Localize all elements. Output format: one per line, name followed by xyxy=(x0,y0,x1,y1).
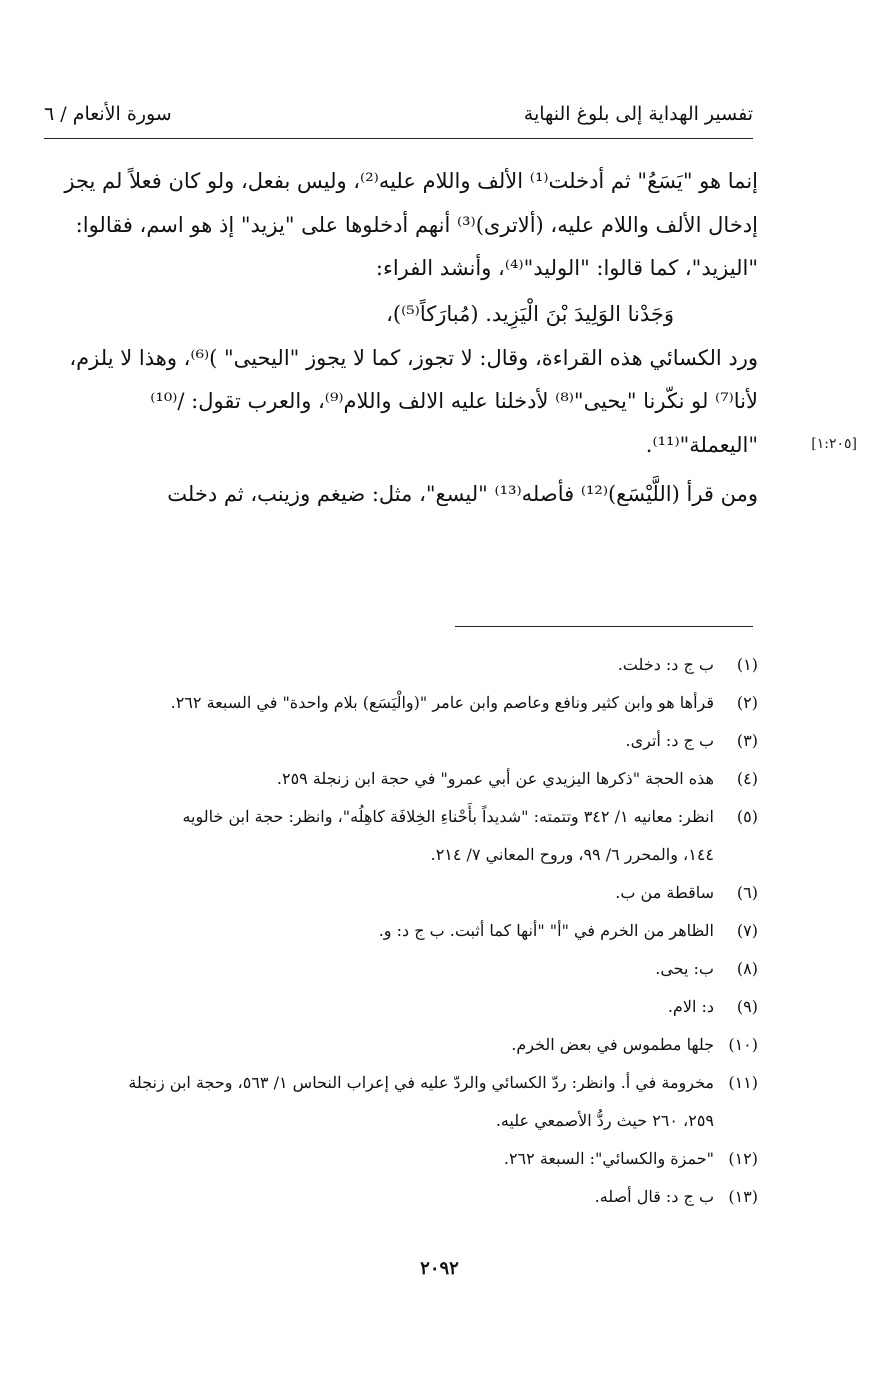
footnote-text: انظر: معانيه ١/ ٣٤٢ وتتمته: "شديداً بأَحْناءِ الخِلافَة كاهِلُه"، وانظر: حجة ابن خالويه xyxy=(182,807,714,826)
footnote-text: ب: يحى. xyxy=(655,959,714,978)
verse-line: وَجَدْنا الوَلِيدَ بْنَ الْيَزِيد. (مُبارَكاً⁽⁵⁾)، xyxy=(386,301,674,326)
footnote-number: (٥) xyxy=(736,807,758,826)
text-line: لأنا⁽⁷⁾ لو نكّرنا "يحيى"⁽⁸⁾ لأدخلنا عليه الالف واللام⁽⁹⁾، والعرب تقول: /⁽¹⁰⁾ xyxy=(150,389,758,413)
footnote-number: (٣) xyxy=(736,731,758,750)
footnote-number: (١٣) xyxy=(728,1187,758,1206)
manuscript-folio-marker: [١:٢٠٥] xyxy=(811,436,857,452)
footnote xyxy=(44,684,758,722)
footnote-text: د: الام. xyxy=(667,997,714,1016)
main-text xyxy=(44,160,758,517)
header-divider xyxy=(44,138,753,139)
footnote xyxy=(44,874,758,912)
book-title: تفسير الهداية إلى بلوغ النهاية xyxy=(523,103,753,125)
page-number: ٢٠٩٢ xyxy=(420,1258,459,1279)
footnote-text: قرأها هو وابن كثير ونافع وعاصم وابن عامر "(والْيَسَع) بلام واحدة" في السبعة ٢٦٢. xyxy=(170,693,714,712)
footnote-text: الظاهر من الخرم في "أ" "أنها كما أثبت. ب ج د: و. xyxy=(378,921,714,940)
footnote xyxy=(44,798,758,874)
footnote xyxy=(44,1064,758,1140)
text-line: ورد الكسائي هذه القراءة، وقال: لا تجوز، كما لا يجوز "اليحيى" )⁽⁶⁾، وهذا لا يلزم، xyxy=(69,345,758,370)
footnote-text: ب ج د: دخلت. xyxy=(617,655,714,674)
footnote-text: هذه الحجة "ذكرها اليزيدي عن أبي عمرو" في حجة ابن زنجلة ٢٥٩. xyxy=(276,769,714,788)
footnote xyxy=(44,760,758,798)
footnote xyxy=(44,912,758,950)
text-line: ومن قرأ (اللَّيْسَع)⁽¹²⁾ فأصله⁽¹³⁾ "ليسع"، مثل: ضيغم وزينب، ثم دخلت xyxy=(167,482,758,506)
footnote xyxy=(44,1140,758,1178)
footnote-number: (٢) xyxy=(736,693,758,712)
footnote-divider xyxy=(455,626,753,627)
footnote-text: ١٤٤، والمحرر ٦/ ٩٩، وروح المعاني ٧/ ٢١٤. xyxy=(430,845,714,864)
footnote xyxy=(44,646,758,684)
text-line: "اليعملة"⁽¹¹⁾. xyxy=(645,432,758,457)
footnote-number: (٦) xyxy=(736,883,758,902)
footnotes xyxy=(44,646,758,1216)
text-line: إنما هو "يَسَعُ" ثم أدخلت⁽¹⁾ الألف واللام عليه⁽²⁾، وليس بفعل، ولو كان فعلاً لم يجز xyxy=(64,169,758,193)
footnote-text: جلها مطموس في بعض الخرم. xyxy=(511,1035,714,1054)
footnote xyxy=(44,1026,758,1064)
footnote-number: (١) xyxy=(736,655,758,674)
footnote xyxy=(44,950,758,988)
running-header xyxy=(44,96,753,132)
footnote xyxy=(44,722,758,760)
footnote-number: (١٠) xyxy=(728,1035,758,1054)
footnote-number: (٧) xyxy=(736,921,758,940)
footnote-text: ساقطة من ب. xyxy=(615,883,714,902)
footnote-number: (٨) xyxy=(736,959,758,978)
footnote-number: (٩) xyxy=(736,997,758,1016)
text-line: إدخال الألف واللام عليه، (ألاترى)⁽³⁾ أنهم أدخلوها على "يزيد" إذ هو اسم، فقالوا: xyxy=(75,212,758,237)
footnote xyxy=(44,1178,758,1216)
footnote-text: ب ج د: أترى. xyxy=(625,731,714,750)
surah-label: سورة الأنعام / ٦ xyxy=(44,103,172,125)
footnote-number: (١١) xyxy=(728,1073,758,1092)
text-line: "اليزيد"، كما قالوا: "الوليد"⁽⁴⁾، وأنشد الفراء: xyxy=(375,256,758,280)
footnote-number: (١٢) xyxy=(728,1149,758,1168)
footnote xyxy=(44,988,758,1026)
footnote-text: ٢٥٩، ٢٦٠ حيث ردُّ الأصمعي عليه. xyxy=(495,1111,714,1130)
footnote-text: "حمزة والكسائي": السبعة ٢٦٢. xyxy=(503,1149,714,1168)
footnote-number: (٤) xyxy=(736,769,758,788)
footnote-text: مخرومة في أ. وانظر: ردّ الكسائي والردّ عليه في إعراب النحاس ١/ ٥٦٣، وحجة ابن زنجلة xyxy=(128,1073,714,1092)
footnote-text: ب ج د: قال أصله. xyxy=(594,1187,714,1206)
